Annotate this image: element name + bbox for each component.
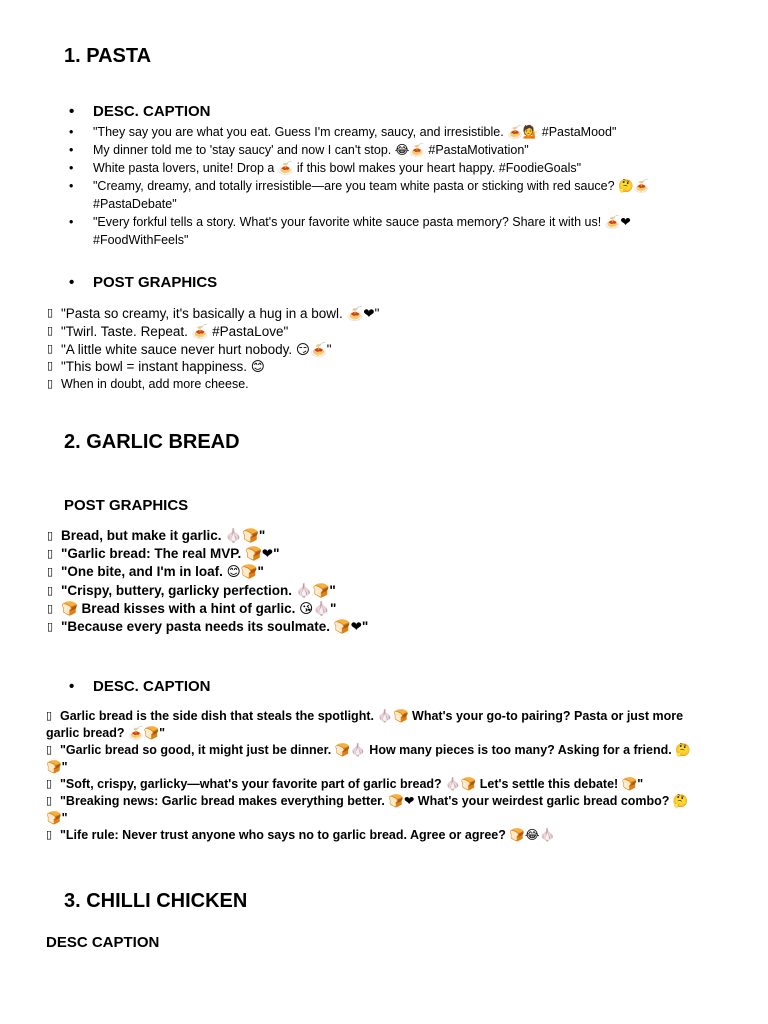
graphic-text: "Pasta so creamy, it's basically a hug in a bowl. 🍝❤": [61, 306, 380, 321]
graphic-text: When in doubt, add more cheese.: [61, 377, 249, 392]
box-bullet-icon: ▯: [47, 342, 54, 355]
list-item: [47, 341, 661, 359]
graphic-text: 🍞 Bread kisses with a hint of garlic. 😘🧄": [61, 600, 337, 616]
caption-text: "Creamy, dreamy, and totally irresistible—are you team white pasta or sticking with red sauce? 🤔🍝 #PastaDebate": [93, 179, 650, 211]
list-item: [69, 141, 693, 159]
graphic-text: "Twirl. Taste. Repeat. 🍝 #PastaLove": [61, 323, 289, 339]
caption-text: White pasta lovers, unite! Drop a 🍝 if this bowl makes your heart happy. #FoodieGoals": [93, 161, 582, 175]
bullet-icon: •: [69, 678, 75, 695]
caption-text: My dinner told me to 'stay saucy' and now I can't stop. 😂🍝 #PastaMotivation": [93, 143, 529, 157]
bullet-icon: •: [69, 215, 74, 229]
bullet-icon: •: [69, 125, 74, 139]
graphic-text: Bread, but make it garlic. 🧄🍞": [61, 528, 266, 543]
list-item: [47, 323, 661, 341]
garlic-graphics-list: [47, 527, 681, 636]
caption-text: "Breaking news: Garlic bread makes everything better. 🍞❤ What's your weirdest garlic bread combo? 🤔🍞": [46, 794, 689, 825]
box-bullet-icon: ▯: [47, 584, 54, 597]
list-item: [47, 563, 681, 581]
garlic-desc-heading-label: DESC. CAPTION: [93, 678, 211, 695]
graphic-text: "A little white sauce never hurt nobody. 😏🍝": [61, 341, 332, 357]
bullet-icon: •: [69, 161, 74, 175]
list-item: [47, 582, 681, 600]
box-bullet-icon: ▯: [47, 324, 54, 337]
list-item: [47, 527, 681, 545]
graphic-text: "One bite, and I'm in loaf. 😊🍞": [61, 564, 264, 580]
list-item: [47, 545, 681, 563]
garlic-desc-heading: [69, 678, 211, 695]
pasta-graphics-heading: [69, 274, 218, 291]
bullet-icon: •: [69, 274, 75, 291]
graphic-text: "Because every pasta needs its soulmate. 🍞❤": [61, 619, 369, 635]
box-bullet-icon: ▯: [46, 829, 53, 841]
box-bullet-icon: ▯: [46, 744, 53, 756]
pasta-graphics-list: [47, 305, 661, 394]
garlic-captions-list: [46, 708, 706, 844]
list-item: [47, 358, 661, 376]
bullet-icon: •: [69, 103, 75, 120]
list-item: [46, 742, 706, 776]
caption-text: Garlic bread is the side dish that steals the spotlight. 🧄🍞 What's your go-to pairing? Pasta or just more garlic bread? 🍝🍞": [46, 709, 684, 740]
box-bullet-icon: ▯: [47, 360, 54, 373]
list-item: [47, 600, 681, 618]
pasta-desc-heading-label: DESC. CAPTION: [93, 103, 211, 120]
list-item: [46, 708, 706, 742]
box-bullet-icon: ▯: [47, 548, 54, 561]
list-item: [47, 305, 661, 323]
bullet-icon: •: [69, 143, 74, 157]
list-item: [47, 376, 661, 394]
box-bullet-icon: ▯: [46, 795, 53, 807]
caption-text: "Every forkful tells a story. What's your favorite white sauce pasta memory? Share it with us! 🍝❤ #FoodWithFeels": [93, 215, 631, 247]
caption-text: "Life rule: Never trust anyone who says no to garlic bread. Agree or agree? 🍞😂🧄: [60, 828, 556, 842]
garlic-bread-title: 2. GARLIC BREAD: [64, 431, 240, 453]
graphic-text: "This bowl = instant happiness. 😊: [61, 359, 265, 375]
list-item: [69, 123, 693, 141]
bullet-icon: •: [69, 179, 74, 193]
graphic-text: "Garlic bread: The real MVP. 🍞❤": [61, 546, 280, 562]
list-item: [46, 793, 706, 827]
pasta-title: 1. PASTA: [64, 45, 152, 67]
list-item: [46, 776, 706, 793]
list-item: [47, 618, 681, 636]
box-bullet-icon: ▯: [47, 378, 54, 391]
list-item: [69, 177, 693, 213]
graphic-text: "Crispy, buttery, garlicky perfection. 🧄🍞": [61, 582, 336, 598]
garlic-graphics-heading: POST GRAPHICS: [64, 497, 189, 514]
caption-text: "Garlic bread so good, it might just be dinner. 🍞🧄 How many pieces is too many? Asking for a friend. 🤔🍞": [46, 743, 691, 774]
pasta-desc-heading: [69, 103, 211, 120]
pasta-captions-list: [69, 123, 693, 249]
box-bullet-icon: ▯: [47, 621, 54, 634]
box-bullet-icon: ▯: [47, 307, 54, 319]
chilli-chicken-title: 3. CHILLI CHICKEN: [64, 890, 248, 912]
caption-text: "They say you are what you eat. Guess I'm creamy, saucy, and irresistible. 🍝💁 #PastaMood": [93, 125, 617, 139]
box-bullet-icon: ▯: [46, 778, 53, 790]
list-item: [46, 827, 706, 844]
box-bullet-icon: ▯: [47, 530, 54, 542]
box-bullet-icon: ▯: [47, 602, 54, 615]
caption-text: "Soft, crispy, garlicky—what's your favorite part of garlic bread? 🧄🍞 Let's settle this debate! 🍞": [60, 777, 644, 791]
chilli-desc-heading: DESC CAPTION: [46, 934, 160, 951]
box-bullet-icon: ▯: [47, 566, 54, 579]
box-bullet-icon: ▯: [46, 710, 53, 722]
pasta-graphics-heading-label: POST GRAPHICS: [93, 274, 218, 291]
list-item: [69, 159, 693, 177]
list-item: [69, 213, 693, 249]
